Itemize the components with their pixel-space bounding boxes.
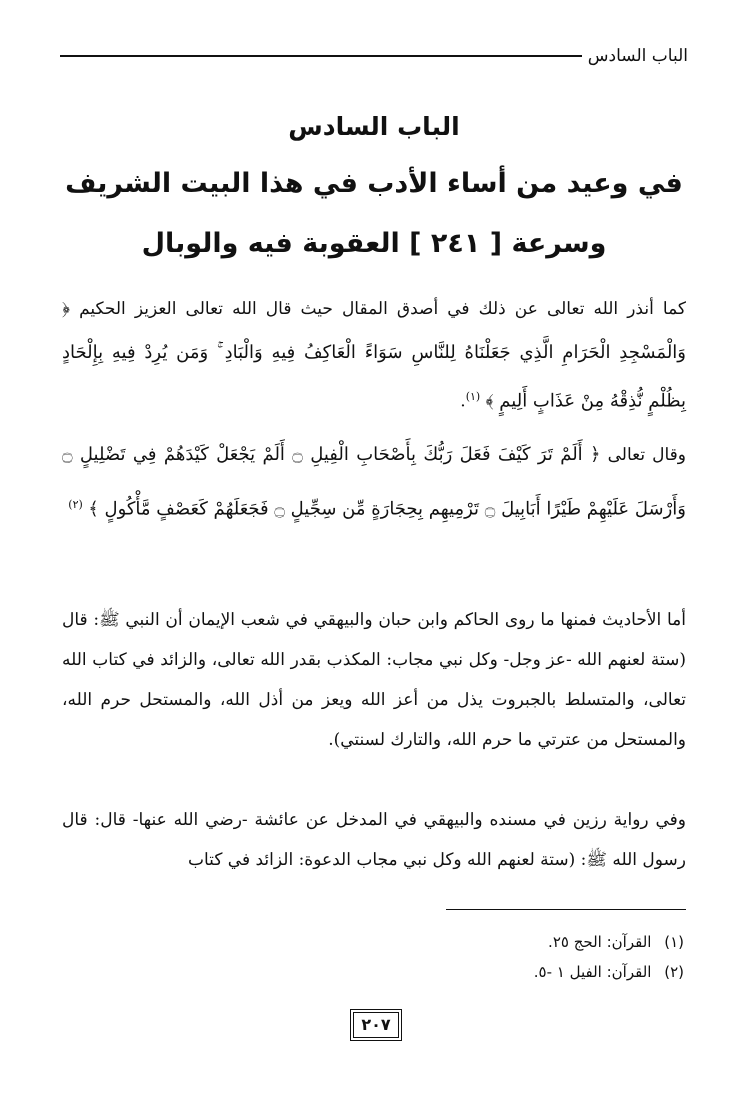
- footnote-rule: [446, 909, 686, 910]
- page-number: ٢٠٧: [353, 1012, 399, 1038]
- footnote-item: [62, 957, 684, 987]
- chapter-subtitle-line1: في وعيد من أساء الأدب في هذا البيت الشريف: [65, 168, 683, 199]
- paragraph-4: وفي رواية رزين في مسنده والبيهقي في المدخل عن عائشة -رضي الله عنها- قال: قال رسول الله ﷺ: (ستة لعنهم الله وكل نبي مجاب الدعوة: الزائد في كتاب: [62, 810, 686, 870]
- footnotes: [62, 927, 684, 987]
- paragraph-1: كما أنذر الله تعالى عن ذلك في أصدق المقال حيث قال الله تعالى العزيز الحكيم ﴿ وَالْمَسْجِدِ الْحَرَامِ الَّذِي جَعَلْنَاهُ لِلنَّاسِ سَوَاءً الْعَاكِفُ فِيهِ وَالْبَادِ ۚ وَمَن يُرِدْ فِيهِ بِإِلْحَادٍ بِظُلْمٍ نُّذِقْهُ مِنْ عَذَابٍ أَلِيمٍ ﴾ $^{(١)}$.: [62, 298, 686, 412]
- running-header-title: الباب السادس: [587, 46, 688, 66]
- footnote-number: (١): [664, 933, 684, 951]
- running-header: [60, 46, 688, 66]
- footnote-item: [62, 927, 684, 957]
- paragraph-2: [62, 430, 686, 535]
- footnote-ref-1: (١): [465, 390, 481, 403]
- chapter-title: الباب السادس: [288, 112, 460, 141]
- quran-quote-1: ﴿ وَالْمَسْجِدِ الْحَرَامِ الَّذِي جَعَلْنَاهُ لِلنَّاسِ سَوَاءً الْعَاكِفُ فِيهِ وَالْبَادِ ۚ وَمَن يُرِدْ فِيهِ بِإِلْحَادٍ بِظُلْمٍ نُّذِقْهُ مِنْ عَذَابٍ أَلِيمٍ ﴾: [62, 298, 686, 412]
- footnote-text: القرآن: الفيل ١ -٥.: [533, 963, 652, 981]
- header-rule: [60, 55, 582, 57]
- footnote-ref-2: (٢): [68, 498, 83, 511]
- footnote-number: (٢): [664, 963, 684, 981]
- paragraph-3: أما الأحاديث فمنها ما روى الحاكم وابن حبان والبيهقي في شعب الإيمان أن النبي ﷺ: قال (ستة لعنهم الله -عز وجل- وكل نبي مجاب: المكذب بقدر الله تعالى، والزائد في كتاب الله تعالى، والمتسلط بالجبروت يذل من أعز الله ويعز من أذل الله، والمستحل حرم الله، والمستحل من عترتي ما حرم الله، والتارك لسنتي).: [62, 610, 686, 750]
- chapter-subtitle-line2: وسرعة [ ٢٤١ ] العقوبة فيه والوبال: [141, 228, 607, 259]
- footnote-text: القرآن: الحج ٢٥.: [548, 933, 652, 951]
- paragraph-2-text: وقال تعالى: [600, 445, 687, 465]
- quran-quote-2: ﴿ أَلَمْ تَرَ كَيْفَ فَعَلَ رَبُّكَ بِأَصْحَابِ الْفِيلِ ۝ أَلَمْ يَجْعَلْ كَيْدَهُمْ فِي تَضْلِيلٍ ۝ وَأَرْسَلَ عَلَيْهِمْ طَيْرًا أَبَابِيلَ ۝ تَرْمِيهِم بِحِجَارَةٍ مِّن سِجِّيلٍ ۝ فَجَعَلَهُمْ كَعَصْفٍ مَّأْكُولٍ ﴾: [62, 444, 686, 520]
- paragraph-1-text: كما أنذر الله تعالى عن ذلك في أصدق المقال حيث قال الله تعالى العزيز الحكيم: [69, 299, 686, 319]
